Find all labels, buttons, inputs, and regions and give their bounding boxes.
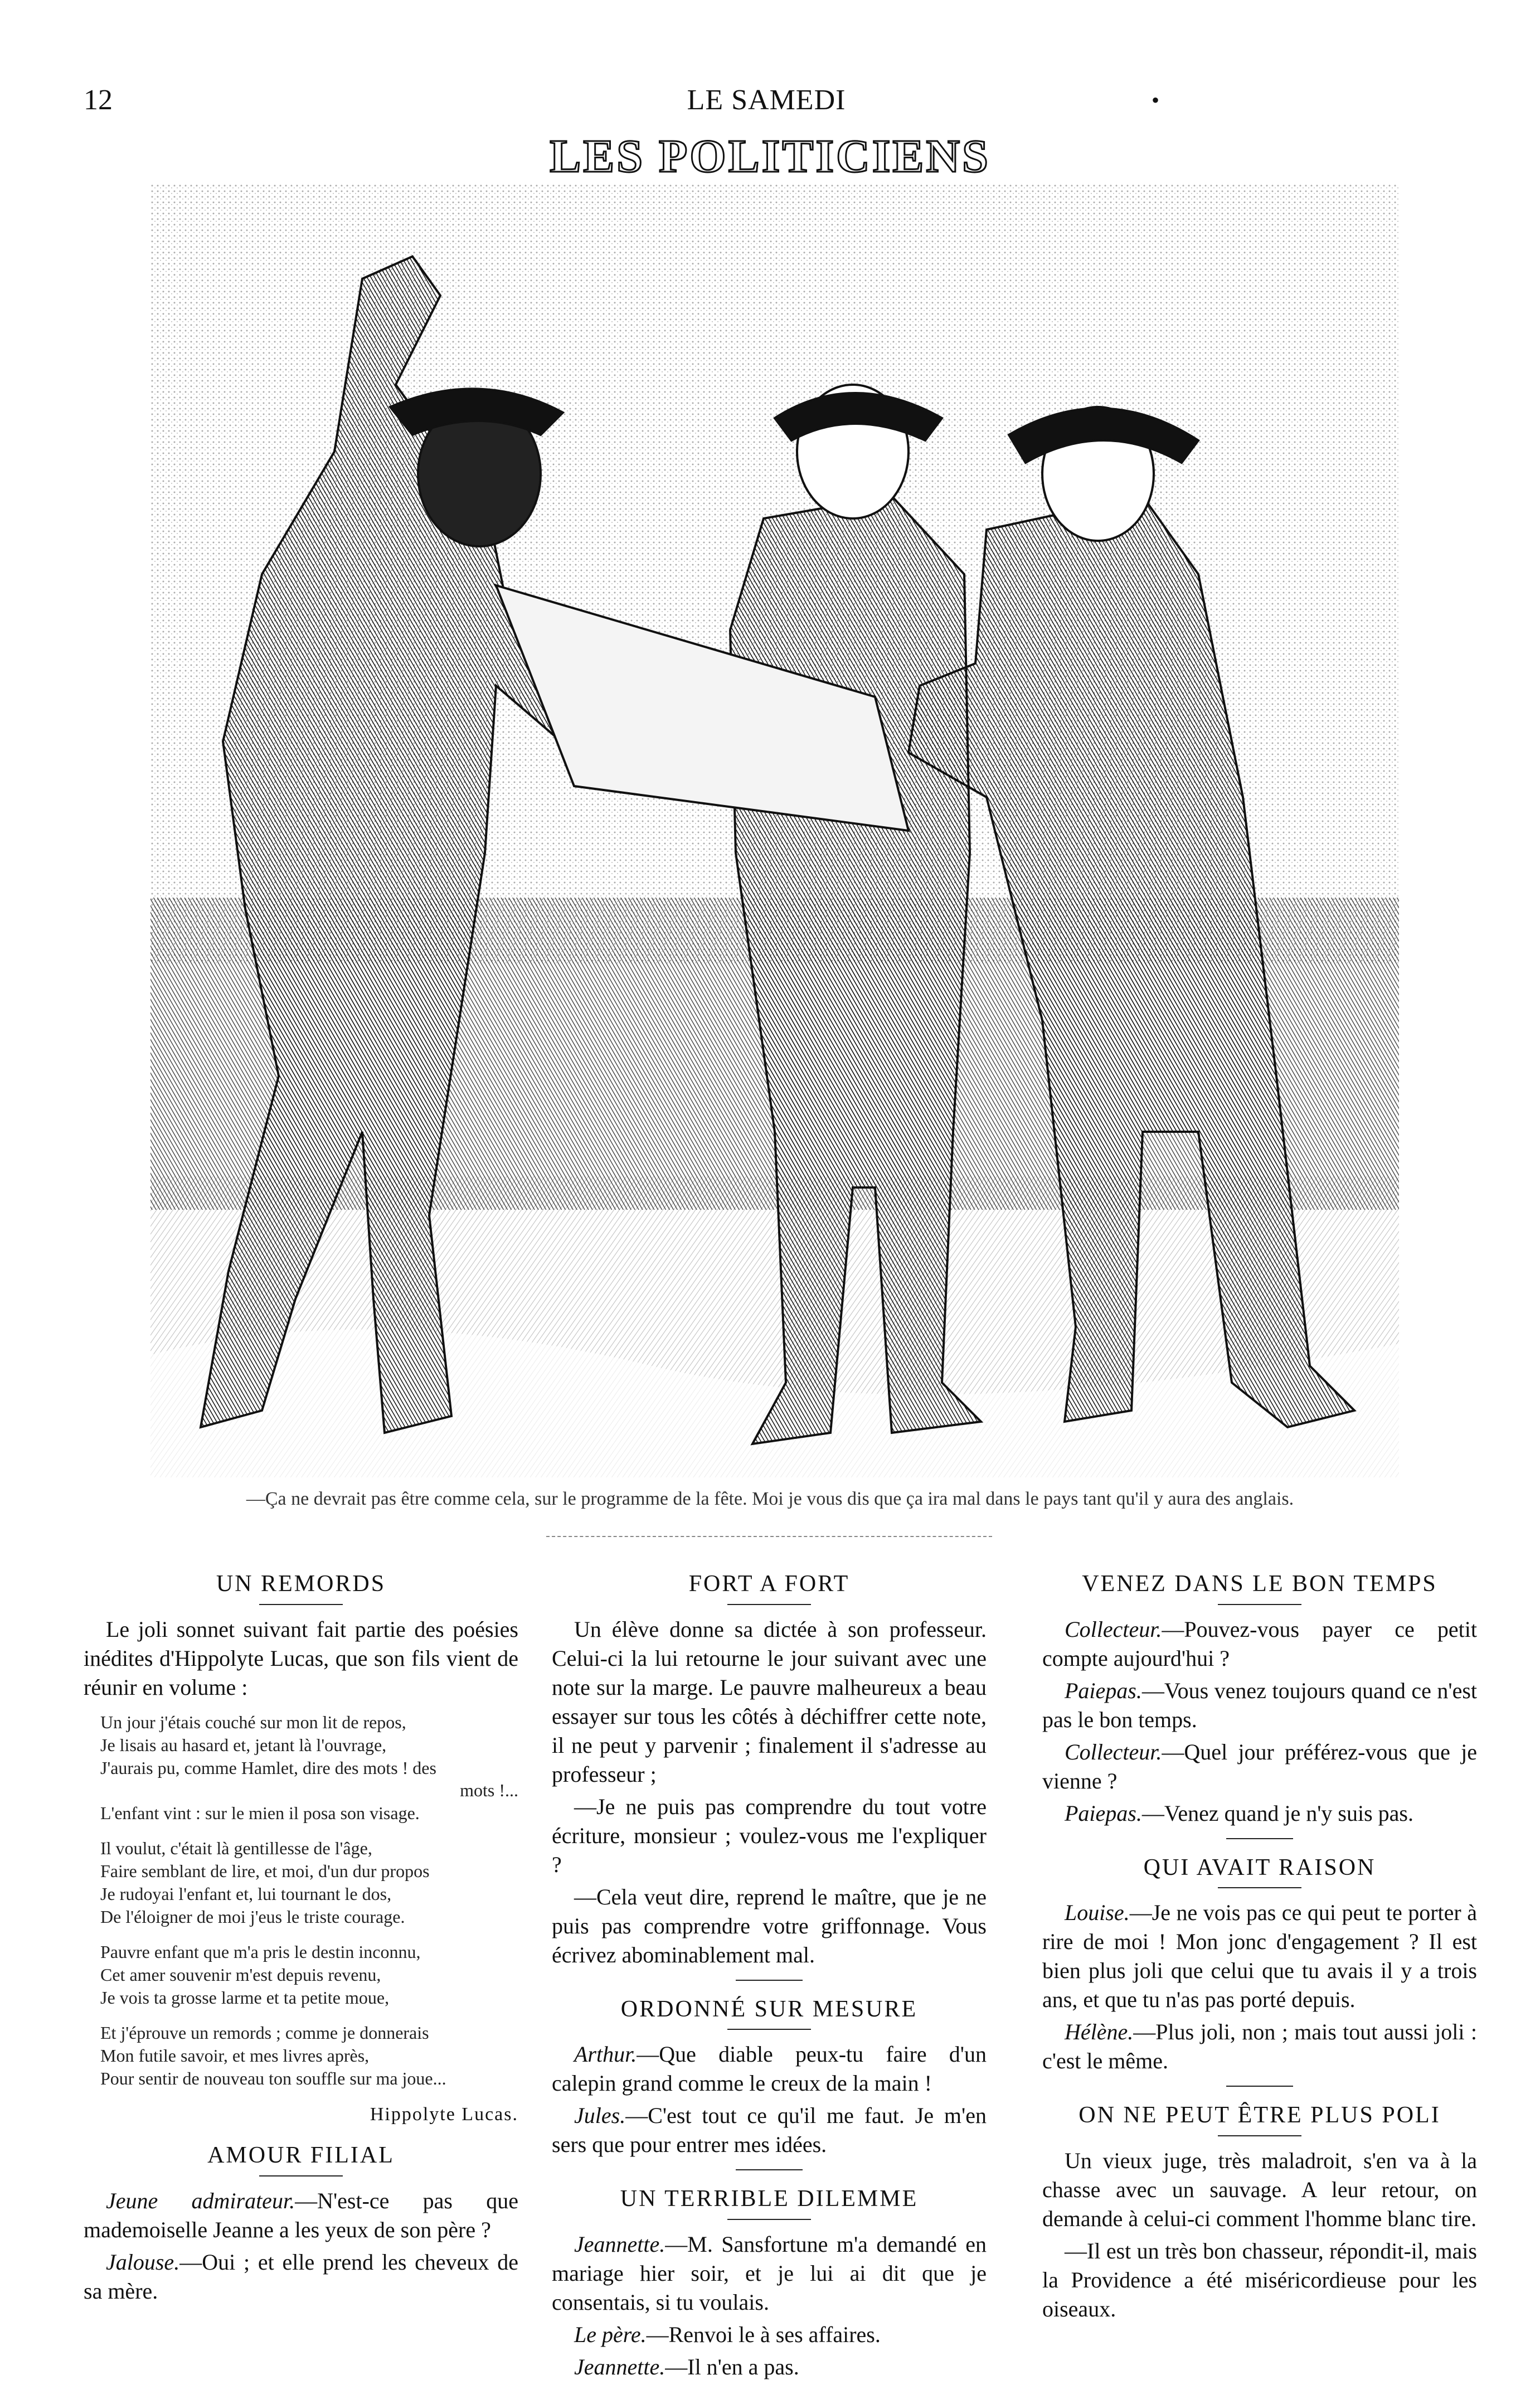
speaker: Paiepas. [1065,1800,1142,1826]
speaker: Paiepas. [1065,1678,1142,1703]
dialogue-text: —Que diable peux-tu faire d'un calepin grand comme le creux de la main ! [552,2042,987,2096]
section-title-venez: VENEZ DANS LE BON TEMPS [1082,1571,1437,1597]
dialogue-text: —Vous venez toujours quand ce n'est pas le bon temps. [1042,1678,1477,1732]
verse-line: Il voulut, c'était là gentillesse de l'âge, [100,1838,372,1859]
title-rule [727,2029,811,2030]
section-title-ordonne: ORDONNÉ SUR MESURE [620,1996,918,2022]
illustration-caption: —Ça ne devrait pas être comme cela, sur le programme de la fête. Moi je vous dis que ça ira mal dans le pays tant qu'il y aura des anglais. [246,1489,1294,1509]
page-number: 12 [84,84,113,116]
dialogue-line [552,2101,987,2159]
title-rule [1218,2135,1301,2136]
speaker: Le père. [574,2321,647,2347]
paragraph: Un élève donne sa dictée à son professeur. Celui-ci la lui retourne le jour suivant avec une note sur la marge. Le pauvre malheureux a beau essayer sur tous les côtés à déchiffrer cette note, il ne peut y parvenir ; finalement il s'adresse au professeur ; [552,1616,987,1787]
dialogue-text: —N'est-ce pas que mademoiselle Jeanne a les yeux de son père ? [84,2188,518,2242]
stanza [100,1711,518,1825]
speaker: Hélène. [1065,2019,1134,2045]
dialogue-text: —Oui ; et elle prend les cheveux de sa mère. [84,2249,518,2304]
section-divider [1226,1838,1293,1839]
dialogue-text: —Plus joli, non ; mais tout aussi joli : c'est le même. [1042,2019,1477,2074]
sonnet [100,1711,518,2090]
title-rule [1218,1604,1301,1605]
speaker: Jeannette. [574,2354,665,2379]
verse-line: Et j'éprouve un remords ; comme je donnerais [100,2023,429,2043]
dialogue-line [1042,1615,1477,1673]
speaker: Collecteur. [1065,1739,1162,1764]
section-divider [736,2169,803,2170]
verse-line: Pour sentir de nouveau ton souffle sur ma joue... [100,2068,446,2088]
verse-line: Un jour j'étais couché sur mon lit de repos, [100,1712,406,1732]
section-title-fort: FORT A FORT [688,1571,850,1597]
title-rule [1218,1887,1301,1888]
remords-intro: Le joli sonnet suivant fait partie des poésies inédites d'Hippolyte Lucas, que son fils vient de réunir en volume : [84,1616,518,1700]
title-rule [259,2175,343,2176]
stanza [100,1941,518,2009]
column-3 [1042,1555,1477,2327]
verse-line: J'aurais pu, comme Hamlet, dire des mots ! des [100,1757,436,1778]
dialogue-line [1042,2018,1477,2076]
section-divider [1226,2086,1293,2087]
dialogue-text: —Pouvez-vous payer ce petit compte aujourd'hui ? [1042,1616,1477,1671]
dialogue-text: —Il n'en a pas. [665,2354,799,2379]
column-2 [552,1555,987,2385]
column-1 [84,1555,518,2309]
verse-line: Cet amer souvenir m'est depuis revenu, [100,1965,381,1985]
stanza [100,2022,518,2090]
verse-line: Je rudoyai l'enfant et, lui tournant le dos, [100,1884,392,1904]
verse-line: L'enfant vint : sur le mien il posa son visage. [100,1803,420,1824]
dialogue-line [84,2187,518,2245]
speaker: Jules. [574,2103,626,2129]
paragraph: Un vieux juge, très maladroit, s'en va à la chasse avec un sauvage. A leur retour, on demande à celui-ci comment l'homme blanc tire. [1042,2148,1477,2231]
section-separator [546,1536,992,1537]
title-rule [727,2219,811,2220]
header-ornament: • [1151,88,1159,113]
stanza [100,1837,518,1928]
section-title-remords: UN REMORDS [216,1571,386,1597]
poem-signature: Hippolyte Lucas. [370,2103,518,2125]
dialogue-text: —Venez quand je n'y suis pas. [1141,1800,1413,1826]
verse-line: Je lisais au hasard et, jetant là l'ouvrage, [100,1734,387,1755]
dialogue-text: —Je ne vois pas ce qui peut te porter à rire de moi ! Mon jonc d'engagement ? Il est bien plus joli que celui que tu avais il y a trois ans, et que tu n'as pas porté depuis. [1042,1900,1477,2013]
dialogue-line [1042,1898,1477,2014]
dialogue-line [1042,1799,1477,1828]
journal-title: LE SAMEDI [687,84,846,116]
paragraph: —Cela veut dire, reprend le maître, que je ne puis pas comprendre votre griffonnage. Vous écrivez abominablement mal. [552,1884,987,1967]
section-title-poli: ON NE PEUT ÊTRE PLUS POLI [1079,2102,1441,2129]
speaker: Arthur. [574,2042,637,2067]
paragraph: —Je ne puis pas comprendre du tout votre écriture, monsieur ; voulez-vous me l'expliquer ? [552,1793,987,1877]
section-title-raison: QUI AVAIT RAISON [1143,1854,1376,1880]
title-rule [727,1604,811,1605]
verse-line: Pauvre enfant que m'a pris le destin inconnu, [100,1942,421,1962]
dialogue-line [1042,1738,1477,1796]
dialogue-text: —Renvoi le à ses affaires. [646,2321,881,2347]
dialogue-line [84,2248,518,2306]
dialogue-text: —C'est tout ce qu'il me faut. Je m'en sers que pour entrer mes idées. [552,2103,987,2158]
dialogue-text: —Quel jour préférez-vous que je vienne ? [1042,1739,1477,1793]
verse-line: De l'éloigner de moi j'eus le triste courage. [100,1907,405,1927]
verse-line: Faire semblant de lire, et moi, d'un dur propos [100,1861,430,1882]
paragraph: —Il est un très bon chasseur, répondit-il, mais la Providence a été miséricordieuse pour les oiseaux. [1042,2238,1477,2321]
speaker: Louise. [1065,1900,1130,1926]
verse-line: Mon futile savoir, et mes livres après, [100,2045,370,2066]
speaker: Collecteur. [1065,1616,1162,1642]
speaker: Jeannette. [574,2231,665,2257]
section-divider [736,1980,803,1981]
dialogue-line [552,2230,987,2317]
section-title-dilemme: UN TERRIBLE DILEMME [620,2186,919,2212]
section-title-amour: AMOUR FILIAL [207,2142,395,2169]
feature-title: LES POLITICIENS [550,130,990,182]
verse-line: mots !... [460,1780,518,1801]
speaker: Jalouse. [106,2249,180,2275]
page-header [84,84,1449,128]
title-rule [259,1604,343,1605]
dialogue-line [552,2353,987,2382]
verse-line: Je vois ta grosse larme et ta petite moue, [100,1988,390,2008]
dialogue-line [1042,1676,1477,1734]
dialogue-line [552,2320,987,2349]
dialogue-line [552,2040,987,2098]
engraving-illustration [150,184,1399,1477]
speaker: Jeune admirateur. [106,2188,295,2213]
dialogue-text: —M. Sansfortune m'a demandé en mariage hier soir, et je lui ai dit que je consentais, si tu voulais. [552,2231,987,2315]
